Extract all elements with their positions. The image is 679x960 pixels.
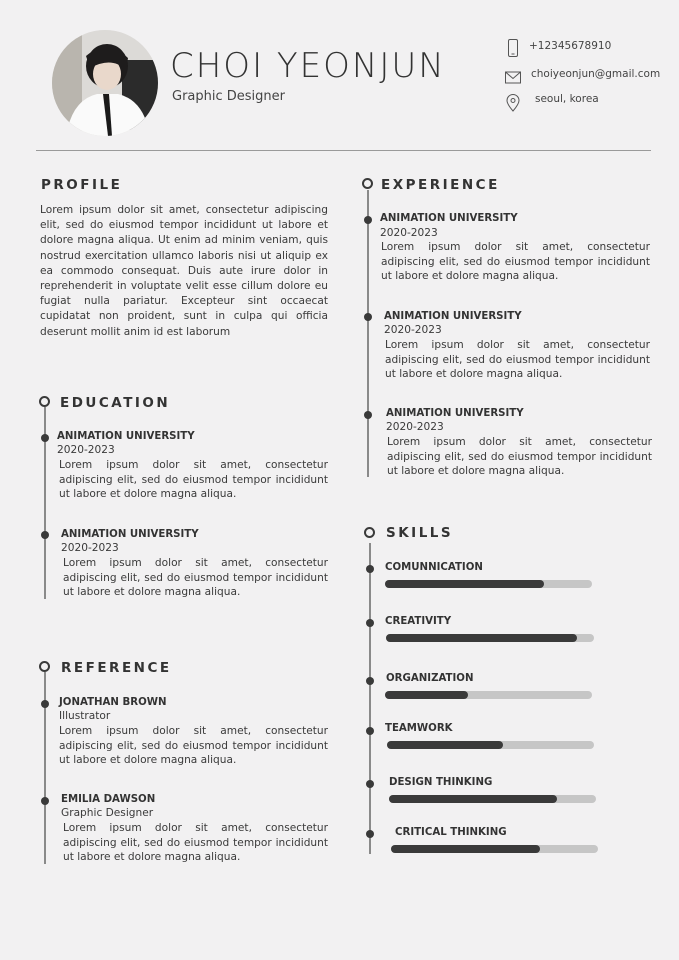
experience-dot-icon [364,411,372,419]
experience-3-desc: Lorem ipsum dolor sit amet, consectetur adipiscing elit, sed do eiusmod tempor incididunt ut labore et dolore magna aliqua. [387,436,652,478]
education-dot-icon [41,434,49,442]
skill-dot-icon [366,727,374,735]
skill-6-bar [391,845,540,853]
education-1-title: ANIMATION UNIVERSITY [57,431,195,442]
reference-2-desc: Lorem ipsum dolor sit amet, consectetur adipiscing elit, sed do eiusmod tempor incididunt ut labore et dolore magna aliqua. [63,822,328,864]
header-divider [36,150,651,151]
experience-1-years: 2020-2023 [380,227,438,239]
education-2-title: ANIMATION UNIVERSITY [61,529,199,540]
mail-icon [505,69,521,85]
experience-dot-icon [364,216,372,224]
experience-1-desc: Lorem ipsum dolor sit amet, consectetur adipiscing elit, sed do eiusmod tempor incididunt ut labore et dolore magna aliqua. [381,241,650,283]
skills-ring-icon [364,527,375,538]
reference-1-name: JONATHAN BROWN [59,697,167,708]
profile-text: Lorem ipsum dolor sit amet, consectetur adipiscing elit, sed do eiusmod tempor incididunt ut labore et dolore magna aliqua. Ut enim ad minim veniam, quis nostrud exercitation ullamco laboris nisi ut aliquip ex ea commodo consequat. Duis aute irure dolor in reprehenderit in voluptate velit esse cillum dolore eu fugiat nulla pariatur. Excepteur sint occaecat cupidatat non proident, sunt in culpa qui officia deserunt mollit anim id est laborum [40,204,328,338]
skill-6-track [391,845,598,853]
education-1-desc: Lorem ipsum dolor sit amet, consectetur adipiscing elit, sed do eiusmod tempor incididunt ut labore et dolore magna aliqua. [59,459,328,501]
reference-dot-icon [41,797,49,805]
skill-dot-icon [366,830,374,838]
education-1-years: 2020-2023 [57,444,115,456]
phone-icon [505,39,521,55]
skill-dot-icon [366,677,374,685]
reference-2-name: EMILIA DAWSON [61,794,156,805]
skill-4-bar [387,741,503,749]
reference-dot-icon [41,700,49,708]
skill-4-track [387,741,594,749]
location: seoul, korea [535,93,599,105]
skill-dot-icon [366,619,374,627]
skill-4-label: TEAMWORK [385,723,453,734]
education-2-years: 2020-2023 [61,542,119,554]
experience-3-years: 2020-2023 [386,421,444,433]
profile-photo [52,30,158,136]
skill-2-label: CREATIVITY [385,616,452,627]
skill-3-label: ORGANIZATION [386,673,474,684]
reference-1-desc: Lorem ipsum dolor sit amet, consectetur adipiscing elit, sed do eiusmod tempor incididunt ut labore et dolore magna aliqua. [59,725,328,767]
skill-1-track [385,580,592,588]
education-heading: EDUCATION [60,395,171,411]
experience-dot-icon [364,313,372,321]
experience-heading: EXPERIENCE [381,177,500,193]
skill-5-label: DESIGN THINKING [389,777,493,788]
skill-1-bar [385,580,544,588]
reference-heading: REFERENCE [61,660,172,676]
education-dot-icon [41,531,49,539]
skill-2-track [386,634,594,642]
reference-ring-icon [39,661,50,672]
skill-1-label: COMUNNICATION [385,562,483,573]
education-ring-icon [39,396,50,407]
experience-3-title: ANIMATION UNIVERSITY [386,408,524,419]
skill-5-track [389,795,596,803]
education-2-desc: Lorem ipsum dolor sit amet, consectetur adipiscing elit, sed do eiusmod tempor incididunt ut labore et dolore magna aliqua. [63,557,328,599]
skill-6-label: CRITICAL THINKING [395,827,507,838]
skills-heading: SKILLS [386,525,454,541]
experience-2-desc: Lorem ipsum dolor sit amet, consectetur adipiscing elit, sed do eiusmod tempor incididunt ut labore et dolore magna aliqua. [385,339,650,381]
skill-dot-icon [366,565,374,573]
skill-5-bar [389,795,557,803]
email-address: choiyeonjun@gmail.com [531,68,661,80]
skill-dot-icon [366,780,374,788]
reference-1-role: Illustrator [59,710,111,722]
experience-2-title: ANIMATION UNIVERSITY [384,311,522,322]
phone-number: +12345678910 [529,40,612,52]
skills-timeline [369,543,371,854]
experience-1-title: ANIMATION UNIVERSITY [380,213,518,224]
location-pin-icon [505,94,521,110]
skill-3-bar [385,691,468,699]
experience-ring-icon [362,178,373,189]
experience-timeline [367,190,369,477]
candidate-role: Graphic Designer [172,89,285,104]
reference-2-role: Graphic Designer [61,807,154,819]
skill-3-track [385,691,592,699]
skill-2-bar [386,634,577,642]
profile-heading: PROFILE [41,177,123,193]
experience-2-years: 2020-2023 [384,324,442,336]
candidate-name: CHOI YEONJUN [170,46,446,86]
